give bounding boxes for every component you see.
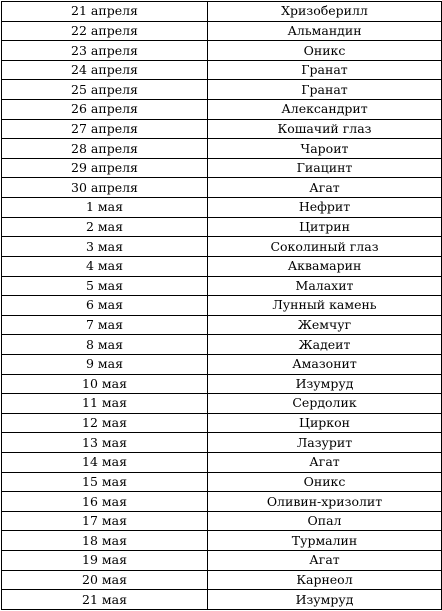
stone-cell: Карнеол bbox=[208, 570, 442, 590]
date-cell: 4 мая bbox=[2, 256, 208, 276]
stone-cell: Оникс bbox=[208, 41, 442, 61]
date-cell: 24 апреля bbox=[2, 60, 208, 80]
date-cell: 21 апреля bbox=[2, 2, 208, 22]
date-cell: 14 мая bbox=[2, 453, 208, 473]
date-cell: 2 мая bbox=[2, 217, 208, 237]
date-cell: 9 мая bbox=[2, 354, 208, 374]
table-row bbox=[2, 433, 442, 453]
stone-cell: Кошачий глаз bbox=[208, 119, 442, 139]
table-row bbox=[2, 217, 442, 237]
table-row bbox=[2, 335, 442, 355]
stone-cell: Малахит bbox=[208, 276, 442, 296]
table-row bbox=[2, 315, 442, 335]
table-row bbox=[2, 119, 442, 139]
stone-cell: Агат bbox=[208, 551, 442, 571]
date-cell: 30 апреля bbox=[2, 178, 208, 198]
stone-cell: Лунный камень bbox=[208, 296, 442, 316]
date-cell: 12 мая bbox=[2, 413, 208, 433]
stone-cell: Циркон bbox=[208, 413, 442, 433]
stone-cell: Чароит bbox=[208, 139, 442, 159]
stone-cell: Нефрит bbox=[208, 198, 442, 218]
table-row bbox=[2, 256, 442, 276]
date-cell: 8 мая bbox=[2, 335, 208, 355]
stone-cell: Аквамарин bbox=[208, 256, 442, 276]
stone-cell: Цитрин bbox=[208, 217, 442, 237]
stone-cell: Агат bbox=[208, 453, 442, 473]
stone-cell: Жемчуг bbox=[208, 315, 442, 335]
table-row bbox=[2, 198, 442, 218]
table-row bbox=[2, 2, 442, 22]
date-cell: 11 мая bbox=[2, 394, 208, 414]
stone-cell: Жадеит bbox=[208, 335, 442, 355]
table-row bbox=[2, 354, 442, 374]
table-row bbox=[2, 492, 442, 512]
table-row bbox=[2, 394, 442, 414]
stone-cell: Амазонит bbox=[208, 354, 442, 374]
date-cell: 6 мая bbox=[2, 296, 208, 316]
table-row bbox=[2, 453, 442, 473]
table-row bbox=[2, 296, 442, 316]
stone-cell: Турмалин bbox=[208, 531, 442, 551]
stone-cell: Гиацинт bbox=[208, 158, 442, 178]
date-cell: 25 апреля bbox=[2, 80, 208, 100]
stone-cell: Изумруд bbox=[208, 374, 442, 394]
table-row bbox=[2, 276, 442, 296]
table-row bbox=[2, 60, 442, 80]
date-cell: 7 мая bbox=[2, 315, 208, 335]
date-cell: 22 апреля bbox=[2, 21, 208, 41]
date-cell: 3 мая bbox=[2, 237, 208, 257]
stone-cell: Изумруд bbox=[208, 590, 442, 610]
stone-cell: Хризоберилл bbox=[208, 2, 442, 22]
stone-cell: Оникс bbox=[208, 472, 442, 492]
table-row bbox=[2, 178, 442, 198]
date-cell: 28 апреля bbox=[2, 139, 208, 159]
table-row bbox=[2, 413, 442, 433]
table-row bbox=[2, 80, 442, 100]
table-row bbox=[2, 531, 442, 551]
table-row bbox=[2, 158, 442, 178]
table-row bbox=[2, 590, 442, 610]
date-cell: 1 мая bbox=[2, 198, 208, 218]
table-row bbox=[2, 41, 442, 61]
date-cell: 10 мая bbox=[2, 374, 208, 394]
stone-cell: Соколиный глаз bbox=[208, 237, 442, 257]
stone-cell: Гранат bbox=[208, 60, 442, 80]
table-row bbox=[2, 472, 442, 492]
date-cell: 18 мая bbox=[2, 531, 208, 551]
date-cell: 15 мая bbox=[2, 472, 208, 492]
stone-cell: Сердолик bbox=[208, 394, 442, 414]
birthstone-table bbox=[1, 1, 442, 610]
table-row bbox=[2, 511, 442, 531]
table-row bbox=[2, 139, 442, 159]
date-cell: 13 мая bbox=[2, 433, 208, 453]
table-body bbox=[2, 2, 442, 610]
stone-cell: Альмандин bbox=[208, 21, 442, 41]
table-row bbox=[2, 100, 442, 120]
table-row bbox=[2, 374, 442, 394]
stone-cell: Лазурит bbox=[208, 433, 442, 453]
table-row bbox=[2, 551, 442, 571]
date-cell: 23 апреля bbox=[2, 41, 208, 61]
date-cell: 29 апреля bbox=[2, 158, 208, 178]
date-cell: 19 мая bbox=[2, 551, 208, 571]
table-row bbox=[2, 237, 442, 257]
table-row bbox=[2, 21, 442, 41]
date-cell: 26 апреля bbox=[2, 100, 208, 120]
date-cell: 17 мая bbox=[2, 511, 208, 531]
table-row bbox=[2, 570, 442, 590]
date-cell: 21 мая bbox=[2, 590, 208, 610]
stone-cell: Александрит bbox=[208, 100, 442, 120]
stone-cell: Оливин-хризолит bbox=[208, 492, 442, 512]
date-cell: 16 мая bbox=[2, 492, 208, 512]
date-cell: 27 апреля bbox=[2, 119, 208, 139]
stone-cell: Гранат bbox=[208, 80, 442, 100]
stone-cell: Опал bbox=[208, 511, 442, 531]
stone-cell: Агат bbox=[208, 178, 442, 198]
date-cell: 5 мая bbox=[2, 276, 208, 296]
date-cell: 20 мая bbox=[2, 570, 208, 590]
